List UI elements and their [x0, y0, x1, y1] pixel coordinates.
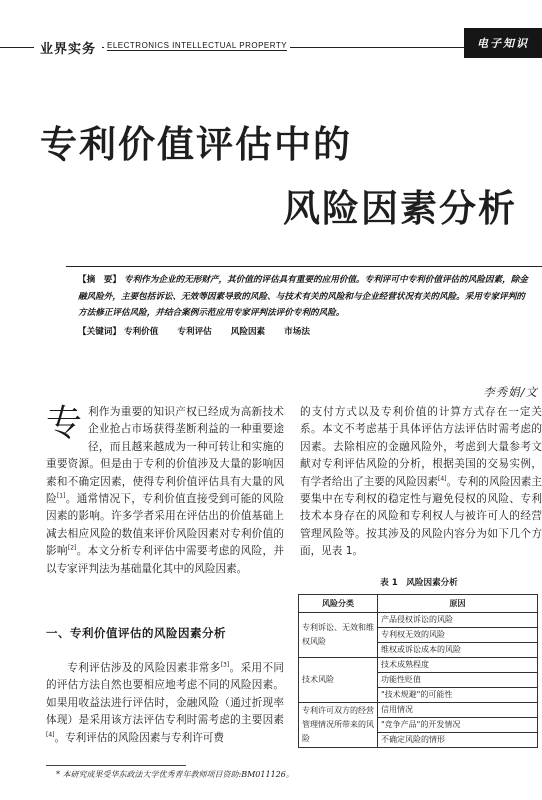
abstract-text: 专利作为企业的无形财产，其价值的评估具有重要的应用价值。专利评可中专利价值评估的风险因素，除金融风险外，主要包括诉讼、无效等因素导致的风险、与技术有关的风险和与企业经营状况有关的风险。采用专家评判的方法修正评估风险，并结合案例示范应用专家评判法评价专利的风险。 — [78, 275, 528, 318]
section-heading: 一、专利价值评估的风险因素分析 — [46, 626, 226, 640]
intro-text-c: 。本文分析专利评估中需要考虑的风险，并以专家评判法为基础量化其中的风险因素。 — [46, 545, 285, 575]
abstract-tag: 【摘 要】 — [78, 275, 121, 285]
table-row — [299, 658, 538, 673]
keywords-tag: 【关键词】 — [78, 326, 121, 337]
table-category-cell: 专利诉讼、无效和维权风险 — [299, 613, 378, 658]
table-row — [299, 703, 538, 718]
table-reason-cell: "竞争产品"的开发情况 — [378, 718, 538, 733]
table-caption: 表 1 风险因素分析 — [380, 578, 458, 588]
body-column-left-lower — [46, 660, 284, 747]
section-text-b: 。采用不同的评估方法自然也要相应地考虑不同的风险因素。如果用收益法进行评估时，金融风险（通过折现率体现）是采用该方法评估专利时需考虑的主要因素 — [46, 662, 285, 727]
citation: [3] — [220, 661, 230, 669]
body-column-right — [300, 404, 542, 561]
table-reason-cell: 信用情况 — [378, 703, 538, 718]
logo-text: 电子知识 — [477, 37, 529, 50]
keyword: 专利价值 — [123, 326, 159, 337]
right-text-a: 的支付方式以及专利价值的计算方式存在一定关系。本文不考虑基于具体评估方法评估时需考虑的因素。去除相应的金融风险外，考虑到大量参考文献对专利评估风险的分析，根据美国的交易实例，有学者给出了主要的风险因素 — [300, 406, 542, 488]
section-english-text: ELECTRONICS INTELLECTUAL PROPERTY — [107, 41, 288, 50]
citation: [1] — [56, 492, 66, 500]
table-header-row — [299, 595, 538, 613]
right-paragraph — [300, 404, 542, 561]
table-reason-cell: "技术规避"的可能性 — [378, 688, 538, 703]
abstract-rule — [66, 266, 542, 267]
table-reason-cell: 产品侵权诉讼的风险 — [378, 613, 538, 628]
section-text-a: 专利评估涉及的风险因素非常多 — [67, 662, 221, 674]
table-reason-cell: 技术成熟程度 — [378, 658, 538, 673]
table-reason-cell: 专利权无效的风险 — [378, 628, 538, 643]
citation: [4] — [437, 475, 447, 483]
author-byline: 李秀娟/文 — [483, 385, 538, 399]
intro-text-b: 。通常情况下，专利价值直接受到可能的风险因素的影响。许多学者采用在评估出的价值基础上减去相应风险的数值来评价风险因素对专利价值的影响 — [46, 493, 285, 558]
keywords-row — [78, 324, 530, 341]
table-reason-cell: 维权或诉讼成本的风险 — [378, 643, 538, 658]
section-text-c: 。专利评估的风险因素与专利许可费 — [54, 731, 224, 744]
body-column-left — [46, 404, 284, 578]
drop-cap: 专 — [46, 403, 83, 444]
article-title-line-1: 专利价值评估中的 — [40, 123, 352, 166]
table-category-cell: 技术风险 — [299, 658, 378, 703]
magazine-logo — [464, 28, 542, 58]
table-header-cell: 原因 — [378, 595, 538, 613]
table-row — [299, 613, 538, 628]
table-category-cell: 专利许可双方的经营管理情况所带来的风险 — [299, 703, 378, 748]
section-label: 业界实务 — [34, 38, 102, 57]
citation: [2] — [67, 544, 77, 552]
keyword: 风险因素 — [230, 326, 266, 337]
citation: [4] — [46, 731, 55, 739]
risk-factor-table — [298, 594, 538, 748]
section-header — [0, 36, 542, 58]
table-header-cell: 风险分类 — [299, 595, 378, 613]
footnote: * 本研究成果受华东政法大学优秀青年教师项目资助:BM011126。 — [56, 770, 294, 779]
keyword: 专利评估 — [177, 326, 212, 337]
footnote-rule — [46, 765, 186, 766]
keyword: 市场法 — [284, 326, 310, 337]
table-reason-cell: 不确定风险的情形 — [378, 733, 538, 748]
section-paragraph — [46, 660, 284, 747]
intro-paragraph — [46, 404, 284, 578]
section-english-label — [104, 41, 290, 50]
abstract-block — [78, 272, 530, 340]
article-title-line-2: 风险因素分析 — [283, 187, 517, 230]
table-reason-cell: 功能性贬值 — [378, 673, 538, 688]
right-text-b: 。专利的风险因素主要集中在专利权的稳定性与避免侵权的风险、专利技术本身存在的风险和专利权人与被许可人的经营管理风险等。按其涉及的风险内容分为如下几个方面，见表 1。 — [300, 475, 542, 558]
intro-text-a: 利作为重要的知识产权已经成为高新技术企业抢占市场获得垄断利益的一种重要途径，而且越来越成为一种可转让和实施的重要资源。但是由于专利的价值涉及大量的影响因素和不确定因素，使得专利价值评估具有大量的风险 — [46, 406, 284, 506]
